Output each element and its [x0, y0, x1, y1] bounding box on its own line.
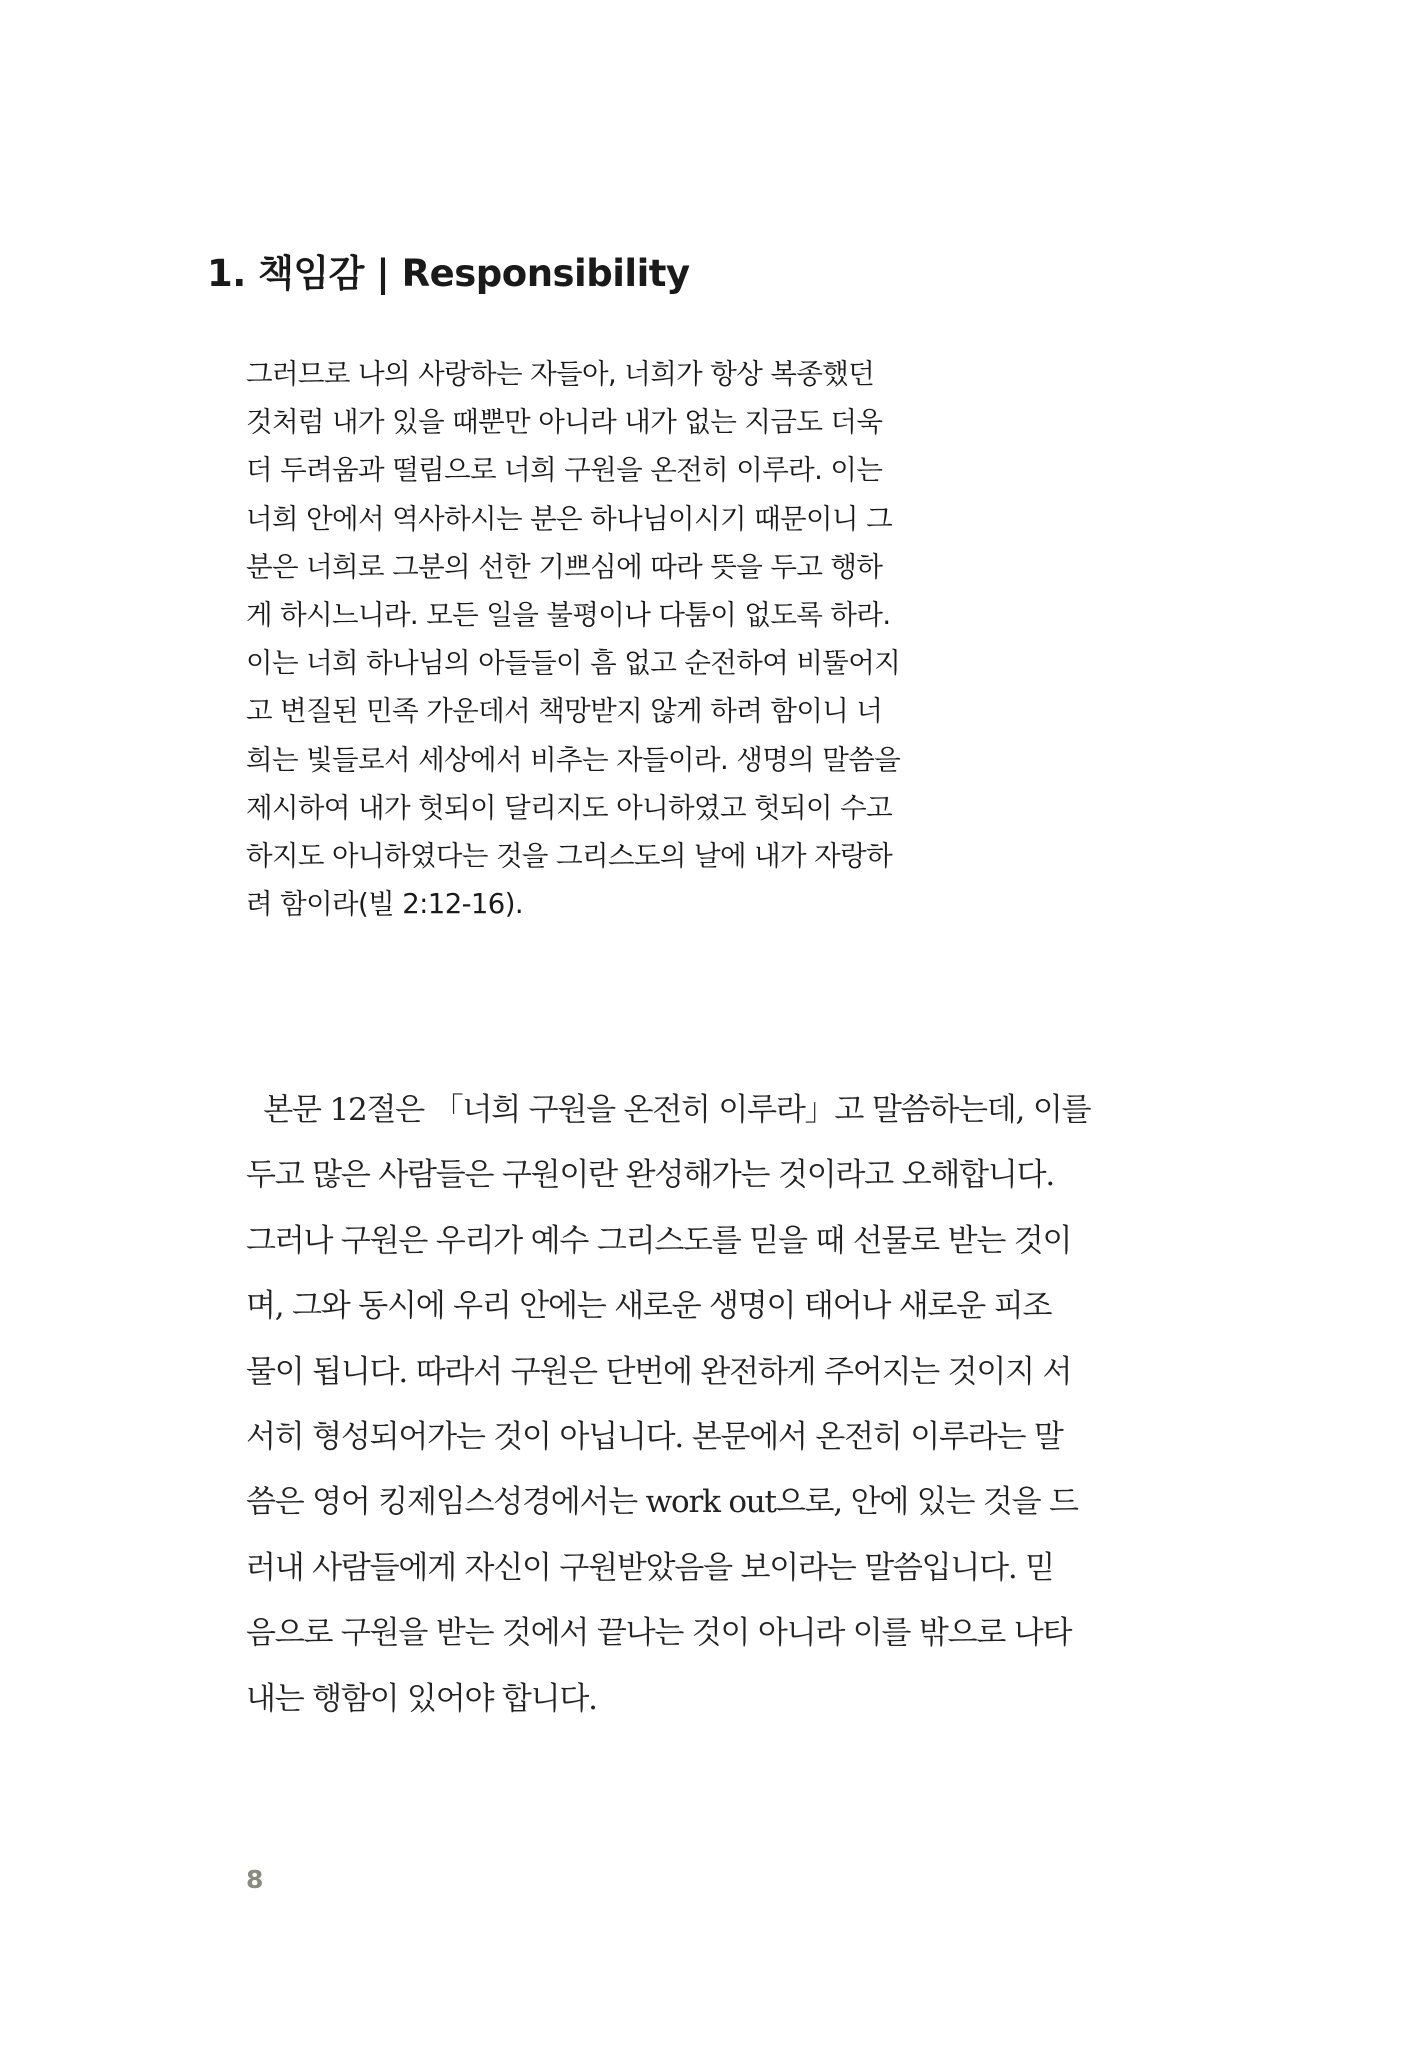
scripture-quote [246, 350, 936, 928]
scripture-line: 너희 안에서 역사하시는 분은 하나님이시기 때문이니 그 [246, 502, 893, 535]
body-line: 서히 형성되어가는 것이 아닙니다. 본문에서 온전히 이루라는 말 [246, 1419, 1063, 1456]
body-line: 두고 많은 사람들은 구원이란 완성해가는 것이라고 오해합니다. [246, 1157, 1054, 1194]
body-line: 러내 사람들에게 자신이 구원받았음을 보이라는 말씀입니다. 믿 [246, 1549, 1054, 1586]
scripture-line: 고 변질된 민족 가운데서 책망받지 않게 하려 함이니 너 [246, 695, 883, 728]
scripture-line: 분은 너희로 그분의 선한 기쁘심에 따라 뜻을 두고 행하 [246, 550, 883, 583]
section-heading: 1. 책임감 | Responsibility [207, 252, 690, 295]
scripture-line: 하지도 아니하였다는 것을 그리스도의 날에 내가 자랑하 [246, 840, 893, 873]
scripture-line: 제시하여 내가 헛되이 달리지도 아니하였고 헛되이 수고 [246, 791, 893, 824]
body-line: 내는 행함이 있어야 합니다. [246, 1680, 597, 1717]
body-line: 그러나 구원은 우리가 예수 그리스도를 믿을 때 선물로 받는 것이 [246, 1222, 1072, 1259]
scripture-line: 이는 너희 하나님의 아들들이 흠 없고 순전하여 비뚤어지 [246, 647, 901, 680]
scripture-line: 더 두려움과 떨림으로 너희 구원을 온전히 이루라. 이는 [246, 454, 883, 487]
body-line: 씀은 영어 킹제임스성경에서는 work out으로, 안에 있는 것을 드 [246, 1484, 1078, 1521]
scripture-line: 그러므로 나의 사랑하는 자들아, 너희가 항상 복종했던 [246, 358, 875, 390]
scripture-line: 희는 빛들로서 세상에서 비추는 자들이라. 생명의 말씀을 [246, 743, 901, 776]
commentary-paragraph [246, 1078, 1126, 1732]
scripture-line: 게 하시느니라. 모든 일을 불평이나 다툼이 없도록 하라. [246, 599, 891, 632]
body-line: 며, 그와 동시에 우리 안에는 새로운 생명이 태어나 새로운 피조 [246, 1288, 1052, 1325]
scripture-line: 것처럼 내가 있을 때뿐만 아니라 내가 없는 지금도 더욱 [246, 406, 883, 439]
page-number: 8 [246, 1865, 264, 1894]
body-line: 물이 됩니다. 따라서 구원은 단번에 완전하게 주어지는 것이지 서 [246, 1353, 1072, 1390]
scripture-line: 려 함이라(빌 2:12-16). [246, 888, 523, 921]
body-line: 음으로 구원을 받는 것에서 끝나는 것이 아니라 이를 밖으로 나타 [246, 1615, 1072, 1652]
body-line: 본문 12절은 「너희 구원을 온전히 이루라」고 말씀하는데, 이를 [246, 1092, 1091, 1128]
